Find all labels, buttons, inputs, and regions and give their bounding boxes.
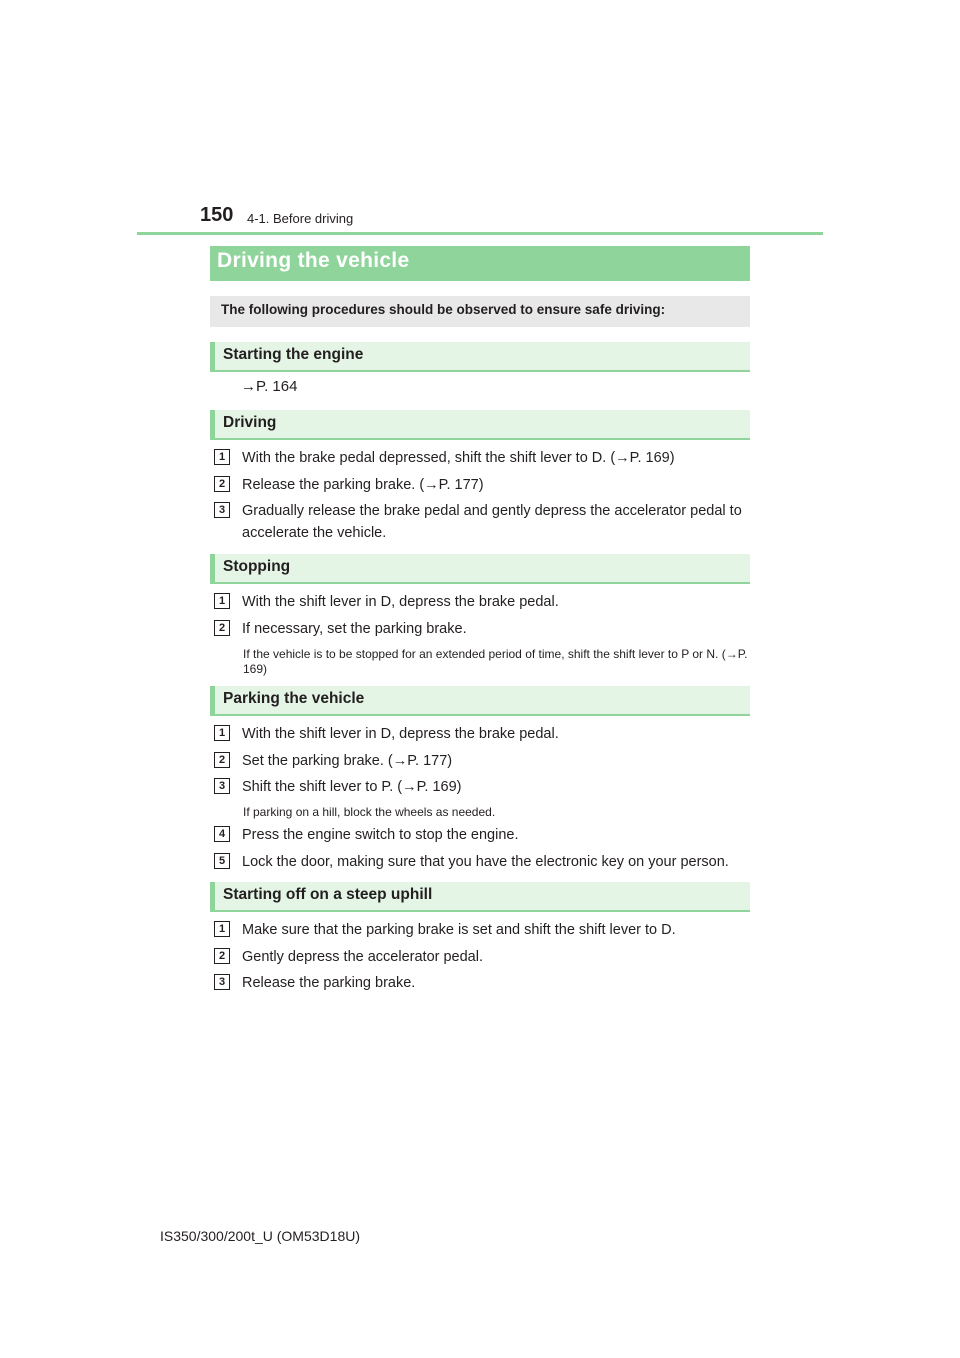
step-text: Press the engine switch to stop the engine. <box>242 827 519 843</box>
step-number: 1 <box>214 593 230 609</box>
step-number: 1 <box>214 449 230 465</box>
step-number: 2 <box>214 476 230 492</box>
heading-label: Stopping <box>223 558 291 575</box>
heading-stopping <box>210 554 750 584</box>
step-text: Release the parking brake. <box>242 975 416 991</box>
intro-box <box>210 296 750 327</box>
step-number: 5 <box>214 853 230 869</box>
footer-model-code: IS350/300/200t_U (OM53D18U) <box>160 1228 360 1244</box>
step-text: Make sure that the parking brake is set and shift the shift lever to D. <box>242 922 676 938</box>
heading-label: Starting the engine <box>223 346 364 363</box>
step-number: 2 <box>214 948 230 964</box>
step-text: If necessary, set the parking brake. <box>242 621 467 637</box>
step-number: 3 <box>214 974 230 990</box>
heading-label: Starting off on a steep uphill <box>223 886 433 903</box>
step-number: 3 <box>214 778 230 794</box>
step-text: Release the parking brake. (→P. 177) <box>242 477 484 493</box>
step-text: Gradually release the brake pedal and gently depress the accelerator pedal to accelerate the vehicle. <box>242 503 742 541</box>
section-reference: 4-1. Before driving <box>247 211 354 226</box>
step-number: 4 <box>214 826 230 842</box>
step-number: 1 <box>214 921 230 937</box>
note-text: If parking on a hill, block the wheels as needed. <box>243 805 496 819</box>
step-number: 2 <box>214 620 230 636</box>
step-text: Set the parking brake. (→P. 177) <box>242 753 453 769</box>
intro-text: The following procedures should be observed to ensure safe driving: <box>221 302 666 317</box>
page-reference: →P. 164 <box>241 378 298 395</box>
page-number: 150 <box>200 204 234 226</box>
header-divider <box>137 232 823 235</box>
heading-starting-engine <box>210 342 750 372</box>
step-text: With the brake pedal depressed, shift the shift lever to D. (→P. 169) <box>242 450 675 466</box>
step-text: Shift the shift lever to P. (→P. 169) <box>242 779 462 795</box>
page-title: Driving the vehicle <box>217 249 410 272</box>
step-number: 1 <box>214 725 230 741</box>
heading-steep-uphill <box>210 882 750 912</box>
note-text: If the vehicle is to be stopped for an extended period of time, shift the shift lever to P or N. (→P. 169) <box>243 647 748 676</box>
step-number: 2 <box>214 752 230 768</box>
step-text: Gently depress the accelerator pedal. <box>242 949 483 965</box>
heading-label: Driving <box>223 414 277 431</box>
heading-driving <box>210 410 750 440</box>
step-text: With the shift lever in D, depress the brake pedal. <box>242 594 559 610</box>
heading-label: Parking the vehicle <box>223 690 365 707</box>
heading-parking <box>210 686 750 716</box>
title-banner <box>210 246 750 281</box>
step-text: With the shift lever in D, depress the brake pedal. <box>242 726 559 742</box>
step-text: Lock the door, making sure that you have the electronic key on your person. <box>242 854 729 870</box>
step-number: 3 <box>214 502 230 518</box>
